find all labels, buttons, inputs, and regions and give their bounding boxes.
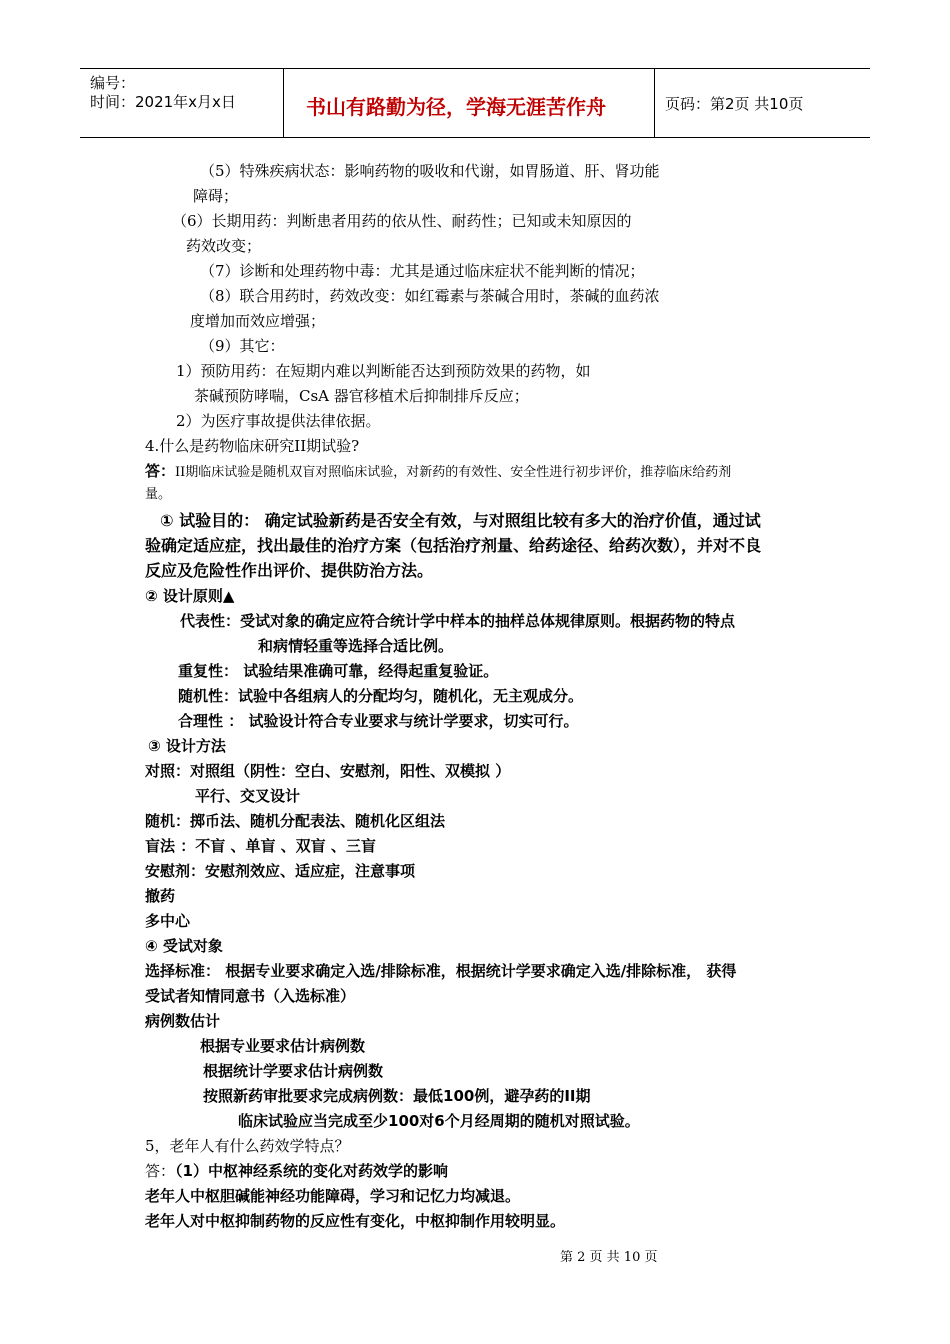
text-line: 随机性：试验中各组病人的分配均匀，随机化，无主观成分。 <box>178 687 584 705</box>
text-line: 量。 <box>145 487 172 502</box>
header-table <box>80 68 870 138</box>
text-line: 受试者知情同意书（入选标准） <box>145 987 356 1005</box>
text-line: 根据专业要求估计病例数 <box>200 1037 366 1055</box>
text-line: 选择标准： 根据专业要求确定入选/排除标准，根据统计学要求确定入选/排除标准， 获得 <box>145 962 737 980</box>
section-heading: ③ 设计方法 <box>148 737 226 755</box>
text-line: 茶碱预防哮喘，CsA 器官移植术后抑制排斥反应； <box>194 387 529 405</box>
text-line: 合理性 ： 试验设计符合专业要求与统计学要求，切实可行。 <box>178 712 579 730</box>
page-footer: 第 2 页 共 10 页 <box>560 1250 658 1265</box>
text-line: 和病情轻重等选择合适比例。 <box>258 637 454 655</box>
text-line: 老年人中枢胆碱能神经功能障碍，学习和记忆力均减退。 <box>145 1187 521 1205</box>
section-heading: ② 设计原则▲ <box>145 587 235 605</box>
text-line: 随机：掷币法、随机分配表法、随机化区组法 <box>145 812 446 830</box>
question-heading: 5，老年人有什么药效学特点？ <box>145 1137 350 1155</box>
answer-label: 答： <box>145 462 176 480</box>
text-line: 重复性： 试验结果准确可靠，经得起重复验证。 <box>178 662 499 680</box>
text-line: （6）长期用药：判断患者用药的依从性、耐药性；已知或未知原因的 <box>172 212 632 230</box>
text-line: 1）预防用药：在短期内难以判断能否达到预防效果的药物，如 <box>176 362 591 380</box>
text-line: 障碍； <box>193 187 239 205</box>
header-page-cell <box>655 69 870 137</box>
text-line: 撤药 <box>145 887 176 905</box>
text-line: （9）其它： <box>200 337 285 355</box>
header-motto: 书山有路勤为径，学海无涯苦作舟 <box>306 95 606 119</box>
text-line: 对照：对照组（阴性：空白、安慰剂，阳性、双模拟 ） <box>145 762 511 780</box>
text-line: 平行、交叉设计 <box>195 787 301 805</box>
answer-line <box>145 1161 448 1181</box>
text-line: 临床试验应当完成至少100对6个月经周期的随机对照试验。 <box>238 1112 640 1130</box>
text-line: ① 试验目的： 确定试验新药是否安全有效，与对照组比较有多大的治疗价值，通过试 <box>160 511 761 530</box>
text-line: （7）诊断和处理药物中毒：尤其是通过临床症状不能判断的情况； <box>200 262 645 280</box>
text-line: 病例数估计 <box>145 1012 221 1030</box>
header-info-cell <box>80 69 284 137</box>
header-motto-cell <box>284 69 655 137</box>
text-line: 老年人对中枢抑制药物的反应性有变化，中枢抑制作用较明显。 <box>145 1212 566 1230</box>
text-line: 药效改变； <box>186 237 262 255</box>
text-line: 按照新药审批要求完成病例数：最低100例，避孕药的II期 <box>203 1087 591 1105</box>
question-heading: 4.什么是药物临床研究II期试验? <box>145 437 360 455</box>
header-page-label: 页码：第2页 共10页 <box>665 95 804 113</box>
text-line: 多中心 <box>145 912 191 930</box>
text-line: （8）联合用药时，药效改变：如红霉素与茶碱合用时，茶碱的血药浓 <box>200 287 660 305</box>
text-line: 度增加而效应增强； <box>190 312 326 330</box>
text-line: 安慰剂：安慰剂效应、适应症，注意事项 <box>145 862 416 880</box>
answer-text: II期临床试验是随机双盲对照临床试验，对新药的有效性、安全性进行初步评价，推荐临床给药剂 <box>175 465 732 480</box>
text-line: （5）特殊疾病状态：影响药物的吸收和代谢，如胃肠道、肝、肾功能 <box>200 162 660 180</box>
document-number-label: 编号： <box>90 74 136 92</box>
text-line: 盲法 ：不盲 、单盲 、双盲 、三盲 <box>145 837 376 855</box>
answer-line <box>145 461 731 483</box>
document-time-label: 时间：2021年x月x日 <box>90 93 236 111</box>
section-heading: ④ 受试对象 <box>145 937 223 955</box>
text-line: 2）为医疗事故提供法律依据。 <box>176 412 381 430</box>
text-line: 根据统计学要求估计病例数 <box>203 1062 384 1080</box>
text-line: 反应及危险性作出评价、提供防治方法。 <box>145 561 434 580</box>
text-line: 代表性：受试对象的确定应符合统计学中样本的抽样总体规律原则。根据药物的特点 <box>180 612 736 630</box>
answer-text: （1）中枢神经系统的变化对药效学的影响 <box>175 1162 448 1180</box>
text-line: 验确定适应症，找出最佳的治疗方案（包括治疗剂量、给药途径、给药次数），并对不良 <box>145 536 762 555</box>
answer-label: 答： <box>145 1162 176 1180</box>
